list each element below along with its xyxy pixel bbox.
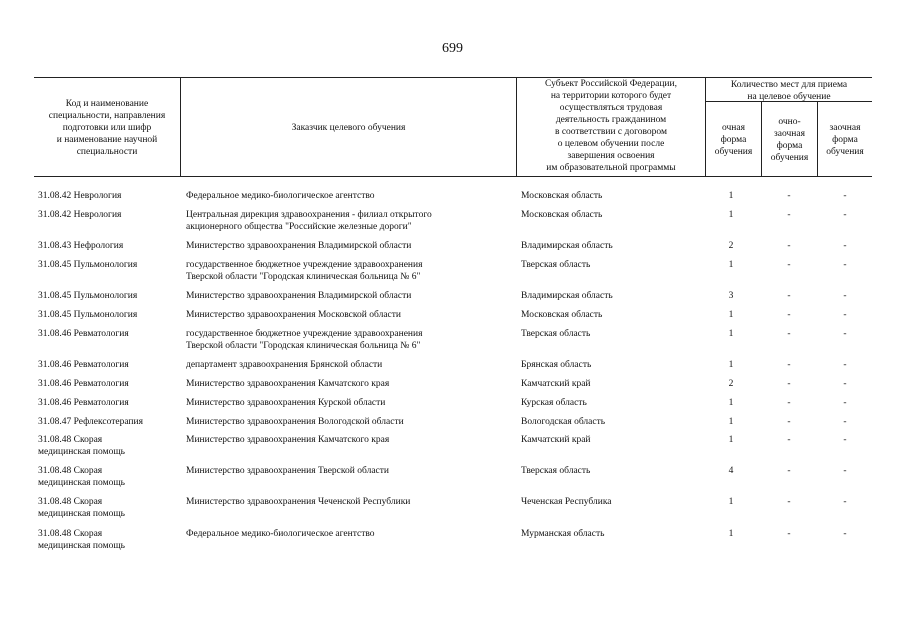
correspondence-cell: - (843, 379, 847, 389)
subject-cell: Брянская область (521, 360, 592, 370)
parttime-cell: - (787, 191, 791, 201)
page-number: 699 (442, 41, 463, 56)
correspondence-cell: - (843, 210, 847, 220)
header-bottom-rule (34, 176, 872, 177)
subject-cell: Московская область (521, 191, 603, 201)
fulltime-cell: 3 (728, 291, 734, 301)
parttime-cell: - (787, 529, 791, 539)
fulltime-cell: 1 (728, 210, 734, 220)
parttime-cell: - (787, 497, 791, 507)
correspondence-cell: - (843, 241, 847, 251)
fulltime-cell: 4 (728, 466, 734, 476)
customer-cell: Министерство здравоохранения Владимирской области (186, 291, 412, 301)
subject-cell: Камчатский край (521, 379, 591, 389)
correspondence-cell: - (843, 291, 847, 301)
subject-cell: Тверская область (521, 260, 591, 270)
customer-cell: государственное бюджетное учреждение здравоохранения Тверской области "Городская клиническая больница № 6" (186, 260, 423, 282)
subject-cell: Московская область (521, 310, 603, 320)
code-cell: 31.08.45 Пульмонология (38, 260, 138, 270)
correspondence-cell: - (843, 497, 847, 507)
customer-cell: Министерство здравоохранения Вологодской области (186, 417, 404, 427)
header-code-name: Код и наименование специальности, направления подготовки или шифр и наименование научной специальности (48, 99, 166, 157)
fulltime-cell: 1 (728, 329, 734, 339)
code-cell: 31.08.48 Скорая медицинская помощь (38, 497, 125, 519)
subject-cell: Владимирская область (521, 291, 613, 301)
subject-cell: Камчатский край (521, 435, 591, 445)
customer-cell: Министерство здравоохранения Московской области (186, 310, 401, 320)
correspondence-cell: - (843, 529, 847, 539)
header-places-group: Количество мест для приема на целевое обучение (730, 80, 848, 102)
fulltime-cell: 1 (728, 435, 734, 445)
parttime-cell: - (787, 291, 791, 301)
correspondence-cell: - (843, 417, 847, 427)
customer-cell: Министерство здравоохранения Тверской области (186, 466, 389, 476)
correspondence-cell: - (843, 435, 847, 445)
code-cell: 31.08.42 Неврология (38, 191, 122, 201)
code-cell: 31.08.48 Скорая медицинская помощь (38, 435, 125, 457)
header-parttime: очно- заочная форма обучения (770, 117, 809, 163)
correspondence-cell: - (843, 191, 847, 201)
code-cell: 31.08.48 Скорая медицинская помощь (38, 529, 125, 551)
fulltime-cell: 1 (728, 398, 734, 408)
parttime-cell: - (787, 379, 791, 389)
subject-cell: Чеченская Республика (521, 497, 612, 507)
code-cell: 31.08.46 Ревматология (38, 398, 129, 408)
code-cell: 31.08.42 Неврология (38, 210, 122, 220)
customer-cell: Центральная дирекция здравоохранения - филиал открытого акционерного общества "Российские железные дороги" (186, 210, 432, 232)
fulltime-cell: 1 (728, 360, 734, 370)
correspondence-cell: - (843, 398, 847, 408)
customer-cell: Министерство здравоохранения Курской области (186, 398, 386, 408)
code-cell: 31.08.45 Пульмонология (38, 310, 138, 320)
fulltime-cell: 1 (728, 310, 734, 320)
fulltime-cell: 1 (728, 417, 734, 427)
table-top-rule (34, 77, 872, 78)
code-cell: 31.08.46 Ревматология (38, 360, 129, 370)
fulltime-cell: 1 (728, 191, 734, 201)
header-fulltime: очная форма обучения (714, 123, 753, 157)
parttime-cell: - (787, 310, 791, 320)
fulltime-cell: 1 (728, 260, 734, 270)
header-customer: Заказчик целевого обучения (291, 123, 406, 133)
customer-cell: Министерство здравоохранения Камчатского края (186, 435, 390, 445)
subject-cell: Владимирская область (521, 241, 613, 251)
subject-cell: Курская область (521, 398, 587, 408)
code-cell: 31.08.48 Скорая медицинская помощь (38, 466, 125, 488)
parttime-cell: - (787, 360, 791, 370)
customer-cell: Федеральное медико-биологическое агентство (186, 191, 375, 201)
subject-cell: Вологодская область (521, 417, 606, 427)
code-cell: 31.08.46 Ревматология (38, 329, 129, 339)
customer-cell: департамент здравоохранения Брянской области (186, 360, 383, 370)
code-cell: 31.08.43 Нефрология (38, 241, 124, 251)
correspondence-cell: - (843, 466, 847, 476)
customer-cell: Федеральное медико-биологическое агентство (186, 529, 375, 539)
fulltime-cell: 2 (728, 379, 734, 389)
code-cell: 31.08.45 Пульмонология (38, 291, 138, 301)
customer-cell: государственное бюджетное учреждение здравоохранения Тверской области "Городская клиническая больница № 6" (186, 329, 423, 351)
subject-cell: Тверская область (521, 466, 591, 476)
header-correspondence: заочная форма обучения (826, 123, 864, 157)
customer-cell: Министерство здравоохранения Владимирской области (186, 241, 412, 251)
code-cell: 31.08.46 Ревматология (38, 379, 129, 389)
header-subject: Субъект Российской Федерации, на территории которого будет осуществляться трудовая деятельность гражданином в соответствии с договором о целевом обучении после завершения освоения им образовательной программы (545, 79, 677, 173)
parttime-cell: - (787, 210, 791, 220)
parttime-cell: - (787, 398, 791, 408)
customer-cell: Министерство здравоохранения Камчатского края (186, 379, 390, 389)
subject-cell: Московская область (521, 210, 603, 220)
customer-cell: Министерство здравоохранения Чеченской Республики (186, 497, 411, 507)
parttime-cell: - (787, 241, 791, 251)
parttime-cell: - (787, 329, 791, 339)
subject-cell: Мурманская область (521, 529, 605, 539)
parttime-cell: - (787, 466, 791, 476)
parttime-cell: - (787, 260, 791, 270)
fulltime-cell: 1 (728, 497, 734, 507)
correspondence-cell: - (843, 329, 847, 339)
subject-cell: Тверская область (521, 329, 591, 339)
code-cell: 31.08.47 Рефлексотерапия (38, 417, 143, 427)
correspondence-cell: - (843, 260, 847, 270)
parttime-cell: - (787, 417, 791, 427)
correspondence-cell: - (843, 310, 847, 320)
correspondence-cell: - (843, 360, 847, 370)
parttime-cell: - (787, 435, 791, 445)
fulltime-cell: 1 (728, 529, 734, 539)
fulltime-cell: 2 (728, 241, 734, 251)
